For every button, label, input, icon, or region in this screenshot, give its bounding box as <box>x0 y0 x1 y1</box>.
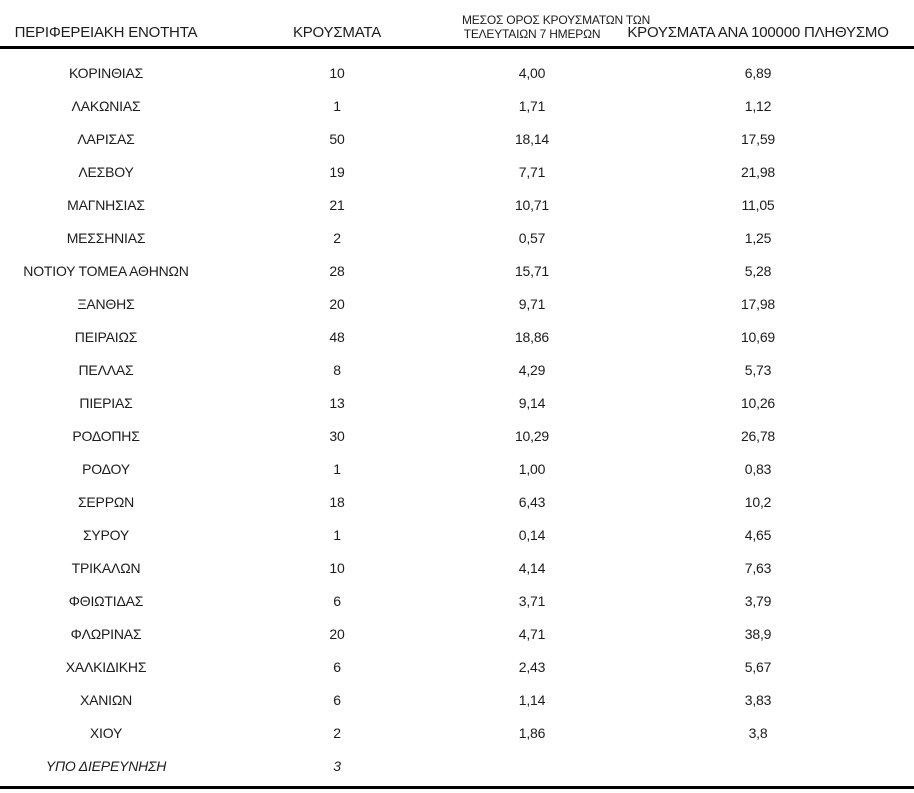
avg7-cell: 1,71 <box>518 97 546 114</box>
header-avg7-line2: ΤΕΛΕΥΤΑΙΩΝ 7 ΗΜΕΡΩΝ <box>463 27 601 41</box>
region-cell: ΣΕΡΡΩΝ <box>77 493 135 510</box>
per100k-cell: 3,79 <box>744 592 772 609</box>
cases-cell: 3 <box>333 757 341 774</box>
table-header-row <box>0 0 914 46</box>
header-region: ΠΕΡΙΦΕΡΕΙΑΚΗ ΕΝΟΤΗΤΑ <box>14 24 198 41</box>
avg7-cell: 4,29 <box>518 361 546 378</box>
avg7-cell: 9,14 <box>518 394 546 411</box>
per100k-cell: 5,73 <box>744 361 772 378</box>
per100k-cell: 11,05 <box>741 196 775 213</box>
table-row <box>0 320 914 353</box>
cases-cell: 6 <box>333 592 341 609</box>
avg7-cell: 4,00 <box>518 64 546 81</box>
table-row <box>0 89 914 122</box>
table-row <box>0 452 914 485</box>
cases-cell: 13 <box>329 394 345 411</box>
table-row <box>0 617 914 650</box>
cases-cell: 19 <box>329 163 345 180</box>
per100k-cell: 0,83 <box>744 460 772 477</box>
table-row <box>0 485 914 518</box>
header-cases: ΚΡΟΥΣΜΑΤΑ <box>292 24 382 41</box>
per100k-cell: 6,89 <box>744 64 772 81</box>
cases-cell: 30 <box>329 427 345 444</box>
avg7-cell: 1,86 <box>518 724 546 741</box>
header-per100k: ΚΡΟΥΣΜΑΤΑ ΑΝΑ 100000 ΠΛΗΘΥΣΜΟ <box>627 24 889 41</box>
table-row <box>0 221 914 254</box>
region-cell: ΤΡΙΚΑΛΩΝ <box>71 559 141 576</box>
table-row <box>0 56 914 89</box>
region-cell: ΛΕΣΒΟΥ <box>78 163 134 180</box>
per100k-cell: 10,69 <box>740 328 776 345</box>
cases-cell: 48 <box>329 328 345 345</box>
per100k-cell: 4,65 <box>744 526 772 543</box>
avg7-cell: 4,14 <box>518 559 546 576</box>
cases-cell: 6 <box>333 691 341 708</box>
table-row <box>0 122 914 155</box>
table-row <box>0 716 914 749</box>
table-row <box>0 683 914 716</box>
cases-cell: 21 <box>329 196 345 213</box>
region-cell: ΥΠΟ ΔΙΕΡΕΥΝΗΣΗ <box>45 757 167 774</box>
per100k-cell: 26,78 <box>740 427 776 444</box>
avg7-cell: 4,71 <box>518 625 546 642</box>
per100k-cell: 21,98 <box>740 163 776 180</box>
per100k-cell: 7,63 <box>744 559 772 576</box>
region-cell: ΠΙΕΡΙΑΣ <box>79 394 133 411</box>
bottom-rule <box>0 786 914 789</box>
table-row <box>0 188 914 221</box>
region-cell: ΜΕΣΣΗΝΙΑΣ <box>66 229 146 246</box>
header-avg7-line1: ΜΕΣΟΣ ΟΡΟΣ ΚΡΟΥΣΜΑΤΩΝ ΤΩΝ <box>462 13 651 27</box>
avg7-cell: 9,71 <box>518 295 546 312</box>
avg7-cell: 6,43 <box>518 493 546 510</box>
table-row <box>0 518 914 551</box>
cases-cell: 10 <box>329 559 345 576</box>
avg7-cell: 10,29 <box>514 427 550 444</box>
region-cell: ΛΑΡΙΣΑΣ <box>77 130 135 147</box>
per100k-cell: 1,25 <box>744 229 772 246</box>
table-row <box>0 386 914 419</box>
avg7-cell: 1,00 <box>518 460 546 477</box>
region-cell: ΛΑΚΩΝΙΑΣ <box>71 97 141 114</box>
header-avg7 <box>462 13 651 41</box>
per100k-cell: 17,59 <box>740 130 776 147</box>
per100k-cell: 3,83 <box>744 691 772 708</box>
per100k-cell: 10,2 <box>744 493 772 510</box>
avg7-cell: 7,71 <box>518 163 546 180</box>
cases-cell: 28 <box>329 262 345 279</box>
table-row <box>0 254 914 287</box>
avg7-cell: 2,43 <box>518 658 546 675</box>
cases-cell: 1 <box>333 460 341 477</box>
cases-cell: 10 <box>329 64 345 81</box>
table-row <box>0 749 914 782</box>
region-cell: ΧΙΟΥ <box>89 724 123 741</box>
avg7-cell: 1,14 <box>518 691 546 708</box>
cases-cell: 2 <box>333 724 341 741</box>
region-cell: ΧΑΛΚΙΔΙΚΗΣ <box>65 658 147 675</box>
per100k-cell: 3,8 <box>748 724 768 741</box>
cases-cell: 1 <box>333 97 341 114</box>
region-cell: ΣΥΡΟΥ <box>82 526 130 543</box>
table-row <box>0 287 914 320</box>
region-cell: ΝΟΤΙΟΥ ΤΟΜΕΑ ΑΘΗΝΩΝ <box>23 262 189 279</box>
cases-cell: 1 <box>333 526 341 543</box>
table-body <box>0 49 914 782</box>
region-cell: ΦΘΙΩΤΙΔΑΣ <box>68 592 144 609</box>
cases-cell: 8 <box>333 361 341 378</box>
region-cell: ΜΑΓΝΗΣΙΑΣ <box>67 196 145 213</box>
avg7-cell: 18,14 <box>514 130 550 147</box>
per100k-cell: 10,26 <box>740 394 776 411</box>
cases-cell: 6 <box>333 658 341 675</box>
table-row <box>0 650 914 683</box>
region-cell: ΚΟΡΙΝΘΙΑΣ <box>68 64 144 81</box>
cases-cell: 20 <box>329 625 345 642</box>
region-cell: ΞΑΝΘΗΣ <box>77 295 135 312</box>
avg7-cell: 18,86 <box>514 328 550 345</box>
per100k-cell: 38,9 <box>744 625 772 642</box>
avg7-cell: 0,14 <box>518 526 546 543</box>
avg7-cell: 0,57 <box>518 229 546 246</box>
region-cell: ΠΕΙΡΑΙΩΣ <box>74 328 138 345</box>
cases-cell: 20 <box>329 295 345 312</box>
region-cell: ΡΟΔΟΥ <box>82 460 130 477</box>
per100k-cell: 1,12 <box>744 97 772 114</box>
table-row <box>0 353 914 386</box>
per100k-cell: 5,28 <box>744 262 772 279</box>
table-row <box>0 551 914 584</box>
region-cell: ΠΕΛΛΑΣ <box>78 361 134 378</box>
region-cell: ΦΛΩΡΙΝΑΣ <box>70 625 142 642</box>
cases-cell: 2 <box>333 229 341 246</box>
table-row <box>0 584 914 617</box>
avg7-cell: 15,71 <box>514 262 550 279</box>
per100k-cell: 5,67 <box>744 658 772 675</box>
region-cell: ΧΑΝΙΩΝ <box>79 691 133 708</box>
cases-cell: 50 <box>329 130 345 147</box>
table-row <box>0 155 914 188</box>
cases-cell: 18 <box>329 493 345 510</box>
avg7-cell: 3,71 <box>518 592 546 609</box>
avg7-cell: 10,71 <box>514 196 550 213</box>
region-cell: ΡΟΔΟΠΗΣ <box>72 427 140 444</box>
table-row <box>0 419 914 452</box>
per100k-cell: 17,98 <box>740 295 776 312</box>
